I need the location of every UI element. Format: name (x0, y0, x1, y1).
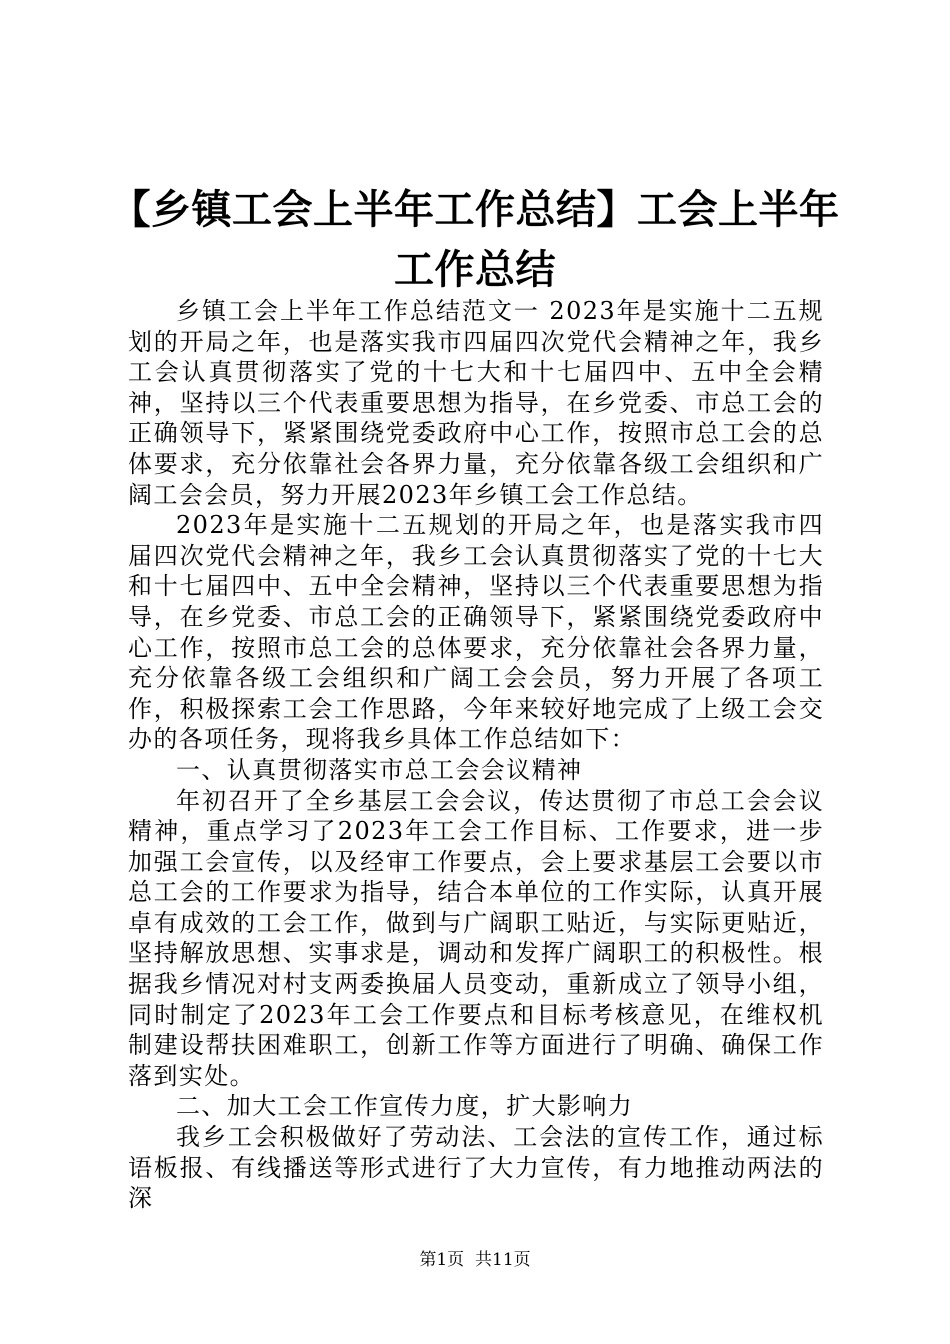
paragraph-overview: 2023年是实施十二五规划的开局之年，也是落实我市四届四次党代会精神之年，我乡工会认真贯彻落实了党的十七大和十七届四中、五中全会精神，坚持以三个代表重要思想为指导，在乡党委、市总工会的正确领导下，紧紧围绕党委政府中心工作，按照市总工会的总体要求，充分依靠社会各界力量，充分依靠各级工会组织和广阔工会会员，努力开展了各项工作，积极探索工会工作思路，今年来较好地完成了上级工会交办的各项任务，现将我乡具体工作总结如下： (128, 511, 824, 754)
paragraph-section-1: 年初召开了全乡基层工会会议，传达贯彻了市总工会会议精神，重点学习了2023年工会工作目标、工作要求，进一步加强工会宣传，以及经审工作要点，会上要求基层工会要以市总工会的工作要求为指导，结合本单位的工作实际，认真开展卓有成效的工会工作，做到与广阔职工贴近，与实际更贴近，坚持解放思想、实事求是，调动和发挥广阔职工的积极性。根据我乡情况对村支两委换届人员变动，重新成立了领导小组，同时制定了2023年工会工作要点和目标考核意见，在维权机制建设帮扶困难职工，创新工作等方面进行了明确、确保工作落到实处。 (128, 786, 824, 1090)
document-title: 【乡镇工会上半年工作总结】工会上半年工作总结 (110, 187, 840, 293)
footer-separator (464, 1250, 475, 1270)
page-total: 共11页 (475, 1250, 531, 1270)
document-body (128, 296, 824, 1214)
section-heading-1: 一、认真贯彻落实市总工会会议精神 (176, 755, 583, 784)
section-heading-2: 二、加大工会工作宣传力度，扩大影响力 (176, 1092, 634, 1121)
paragraph-section-2: 我乡工会积极做好了劳动法、工会法的宣传工作，通过标语板报、有线播送等形式进行了大力宣传，有力地推动两法的深 (128, 1123, 824, 1213)
paragraph-intro: 乡镇工会上半年工作总结范文一 2023年是实施十二五规划的开局之年，也是落实我市四届四次党代会精神之年，我乡工会认真贯彻落实了党的十七大和十七届四中、五中全会精神，坚持以三个代表重要思想为指导，在乡党委、市总工会的正确领导下，紧紧围绕党委政府中心工作，按照市总工会的总体要求，充分依靠社会各界力量，充分依靠各级工会组织和广阔工会会员，努力开展2023年乡镇工会工作总结。 (128, 297, 824, 509)
page-number: 第1页 (419, 1250, 465, 1270)
page-footer (0, 1249, 950, 1271)
